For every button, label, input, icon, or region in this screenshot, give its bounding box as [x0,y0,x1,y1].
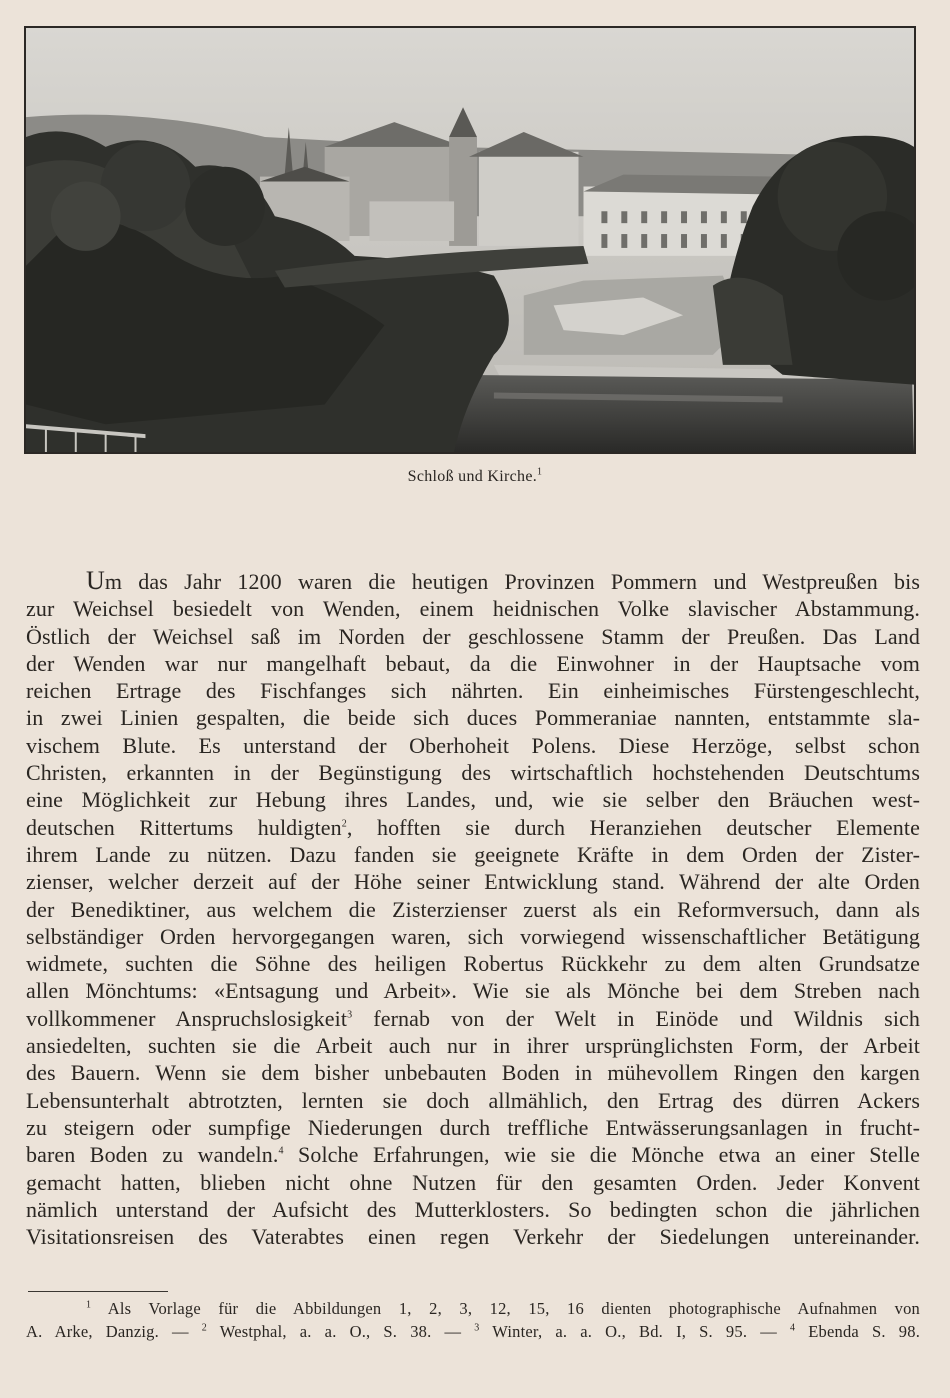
text-line: der Wenden war nur mangelhaft bebaut, da die Einwohner in der Hauptsache vom [26,650,920,676]
main-text [26,567,920,1250]
text-line: zur Weichsel besiedelt von Wenden, einem heidnischen Volke slavischer Abstammung. [26,596,920,622]
text-line: vischem Blute. Es unterstand der Oberhoheit Polens. Diese Herzöge, selbst schon [26,732,920,758]
caption-text: Schloß und Kirche. [407,468,538,485]
figure-caption [0,468,950,486]
text-line: Lebensunterhalt abtrotzten, lernten sie doch allmählich, den Ertrag des dürren Ackers [26,1087,920,1113]
footnote-text: Westphal, a. a. O., S. 38. — [219,1322,462,1341]
text-line: widmete, suchten die Söhne des heiligen Robertus Rückkehr zu dem alten Grundsatze [26,951,920,977]
footnote-text: Winter, a. a. O., Bd. I, S. 95. — [492,1322,777,1341]
text-line: selbständiger Orden hervorgegangen waren, sich vorwiegend wissenschaftlicher Betätigung [26,923,920,949]
drop-capital: U [86,566,105,595]
text-line-content: m das Jahr 1200 waren die heutigen Provinzen Pommern und Westpreußen bis [104,569,920,594]
footnote-text: Ebenda S. 98. [808,1322,921,1341]
text-line: des Bauern. Wenn sie dem bisher unbebauten Boden in mühevollem Ringen den kargen [26,1060,920,1086]
text-line [26,814,920,841]
text-line: ansiedelten, suchten sie die Arbeit auch nur in ihrer ursprünglichsten Form, der Arbeit [26,1033,920,1059]
text-line: reichen Ertrage des Fischfanges sich nährten. Ein einheimisches Fürstengeschlecht, [26,678,920,704]
text-line [26,1005,920,1032]
footnote-marker: 3 [347,1009,353,1021]
text-line-content: baren Boden zu wandeln. [26,1142,279,1168]
text-line-content: deutschen Rittertums huldigten [26,814,342,840]
text-line [26,567,920,595]
footnote-marker: 2 [201,1322,207,1334]
text-line: zu steigern oder sumpfige Niederungen durch treffliche Entwässerungsanlagen in frucht- [26,1114,920,1140]
text-line-content: Solche Erfahrungen, wie sie die Mönche etwa an einer Stelle [283,1142,921,1168]
text-line [26,1141,920,1168]
footnote-marker: 2 [341,818,347,830]
footnote-marker: 4 [790,1322,796,1334]
footnote-line [26,1320,920,1343]
text-line: Christen, erkannten in der Begünstigung des wirtschaftlich hochstehenden Deutschtums [26,760,920,786]
footnote-divider [28,1291,168,1292]
caption-footnote-marker: 1 [537,466,543,478]
footnote-text: Als Vorlage für die Abbildungen 1, 2, 3, 12, 15, 16 dienten photographische Aufnahmen von [107,1299,920,1318]
text-line: eine Möglichkeit zur Hebung ihres Landes, und, wie sie selber den Bräuchen west- [26,787,920,813]
text-line-content: fernab von der Welt in Einöde und Wildnis sich [352,1005,920,1031]
text-line: Östlich der Weichsel saß im Norden der geschlossene Stamm der Preußen. Das Land [26,623,920,649]
text-line: in zwei Linien gespalten, die beide sich duces Pommeraniae nannten, entstammte sla- [26,705,920,731]
text-line-content: vollkommener Anspruchslosigkeit [26,1005,348,1031]
text-line: ihrem Lande zu nützen. Dazu fanden sie geeignete Kräfte in dem Orden der Zister- [26,841,920,867]
footnote-marker: 3 [474,1322,480,1334]
castle-church-landscape-image [26,28,914,452]
footnote-marker: 1 [86,1299,92,1311]
photograph-castle-and-church [24,26,916,454]
text-line: Visitationsreisen des Vaterabtes einen regen Verkehr der Siedelungen untereinander. [26,1224,920,1250]
text-line: allen Mönchtums: «Entsagung und Arbeit». Wie sie als Mönche bei dem Streben nach [26,978,920,1004]
text-line-content: , hofften sie durch Heranziehen deutscher Elemente [346,814,920,840]
footnote-line [26,1297,920,1320]
text-line: nämlich unterstand der Aufsicht des Mutterklosters. So bedingten schon die jährlichen [26,1196,920,1222]
text-line: der Benediktiner, aus welchem die Zisterzienser zuerst als ein Reformversuch, dann als [26,896,920,922]
footnotes [26,1297,920,1343]
text-line: zienser, welcher derzeit auf der Höhe seiner Entwicklung stand. Während der alte Orden [26,869,920,895]
footnote-text: A. Arke, Danzig. — [26,1322,189,1341]
footnote-marker: 4 [278,1145,284,1157]
text-line: gemacht hatten, blieben nicht ohne Nutzen für den gesamten Orden. Jeder Konvent [26,1169,920,1195]
